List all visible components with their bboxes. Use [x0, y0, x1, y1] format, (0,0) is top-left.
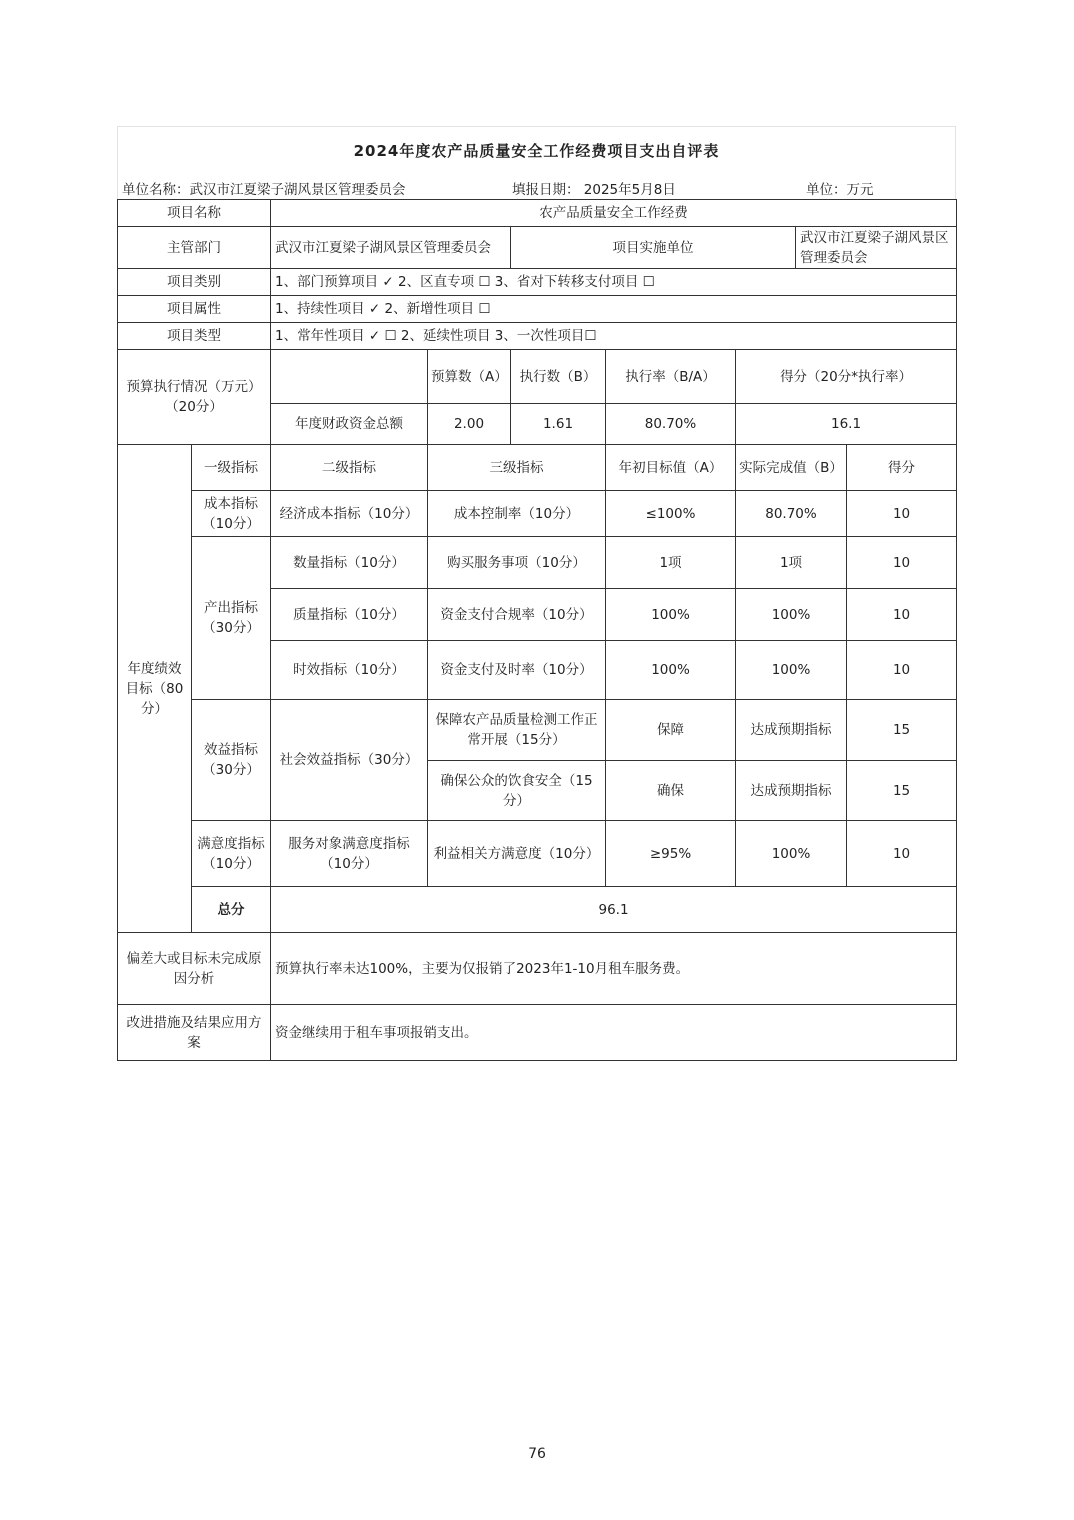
budget-row-label: 年度财政资金总额 — [271, 404, 428, 445]
budget-rate-value: 80.70% — [606, 404, 736, 445]
budget-label: 预算执行情况（万元）（20分） — [118, 350, 271, 445]
currency-unit: 单位：万元 — [806, 182, 874, 198]
budget-col-rate: 执行率（B/A） — [606, 350, 736, 404]
attribute-value: 1、持续性项目 ✓ 2、新增性项目 ☐ — [271, 296, 957, 323]
row-level3: 确保公众的饮食安全（15分） — [428, 761, 606, 821]
impl-unit-label: 项目实施单位 — [511, 227, 796, 269]
budget-blank-cell — [271, 350, 428, 404]
row-level3: 保障农产品质量检测工作正常开展（15分） — [428, 700, 606, 761]
benefit-level1: 效益指标（30分） — [192, 700, 271, 821]
row-target: ≥95% — [606, 821, 736, 887]
deviation-label: 偏差大或目标未完成原因分析 — [118, 933, 271, 1005]
budget-b-value: 1.61 — [511, 404, 606, 445]
attribute-label: 项目属性 — [118, 296, 271, 323]
budget-col-a: 预算数（A） — [428, 350, 511, 404]
project-name-value: 农产品质量安全工作经费 — [271, 200, 957, 227]
row-actual: 100% — [736, 589, 847, 641]
budget-score-value: 16.1 — [736, 404, 957, 445]
row-level3: 利益相关方满意度（10分） — [428, 821, 606, 887]
budget-col-score: 得分（20分*执行率） — [736, 350, 957, 404]
department-row — [118, 227, 957, 269]
row-target: ≤100% — [606, 491, 736, 537]
row-actual: 100% — [736, 641, 847, 700]
unit-name: 单位名称：武汉市江夏梁子湖风景区管理委员会 — [122, 182, 406, 198]
row-actual: 100% — [736, 821, 847, 887]
row-actual: 1项 — [736, 537, 847, 589]
category-row — [118, 269, 957, 296]
row-level3: 购买服务事项（10分） — [428, 537, 606, 589]
attribute-row — [118, 296, 957, 323]
table-row — [118, 700, 957, 761]
row-level3: 成本控制率（10分） — [428, 491, 606, 537]
report-date: 填报日期： 2025年5月8日 — [512, 182, 676, 198]
row-level2: 服务对象满意度指标（10分） — [271, 821, 428, 887]
page-number: 76 — [528, 1446, 546, 1462]
row-score: 10 — [847, 641, 957, 700]
row-actual: 达成预期指标 — [736, 700, 847, 761]
row-target: 100% — [606, 641, 736, 700]
department-label: 主管部门 — [118, 227, 271, 269]
total-label: 总分 — [192, 887, 271, 933]
row-target: 1项 — [606, 537, 736, 589]
benefit-level2: 社会效益指标（30分） — [271, 700, 428, 821]
row-actual: 80.70% — [736, 491, 847, 537]
table-row — [118, 821, 957, 887]
row-actual: 达成预期指标 — [736, 761, 847, 821]
row-score: 10 — [847, 589, 957, 641]
perf-header-score: 得分 — [847, 445, 957, 491]
improvement-value: 资金继续用于租车事项报销支出。 — [271, 1005, 957, 1061]
row-level3: 资金支付合规率（10分） — [428, 589, 606, 641]
improvement-row — [118, 1005, 957, 1061]
cost-level1: 成本指标（10分） — [192, 491, 271, 537]
row-score: 10 — [847, 537, 957, 589]
row-level2: 经济成本指标（10分） — [271, 491, 428, 537]
perf-header-target: 年初目标值（A） — [606, 445, 736, 491]
perf-header-level3: 三级指标 — [428, 445, 606, 491]
satisfaction-level1: 满意度指标（10分） — [192, 821, 271, 887]
form-title: 2024年度农产品质量安全工作经费项目支出自评表 — [117, 126, 956, 173]
row-level2: 质量指标（10分） — [271, 589, 428, 641]
evaluation-table — [117, 199, 957, 1061]
type-label: 项目类型 — [118, 323, 271, 350]
output-level1: 产出指标（30分） — [192, 537, 271, 700]
row-level3: 资金支付及时率（10分） — [428, 641, 606, 700]
improvement-label: 改进措施及结果应用方案 — [118, 1005, 271, 1061]
category-value: 1、部门预算项目 ✓ 2、区直专项 ☐ 3、省对下转移支付项目 ☐ — [271, 269, 957, 296]
total-row — [118, 887, 957, 933]
row-level2: 时效指标（10分） — [271, 641, 428, 700]
perf-label: 年度绩效目标（80分） — [118, 445, 192, 933]
row-target: 保障 — [606, 700, 736, 761]
row-score: 10 — [847, 491, 957, 537]
row-target: 确保 — [606, 761, 736, 821]
evaluation-sheet — [117, 126, 956, 1061]
project-name-label: 项目名称 — [118, 200, 271, 227]
perf-header-row — [118, 445, 957, 491]
table-row — [118, 537, 957, 589]
type-value: 1、常年性项目 ✓ ☐ 2、延续性项目 3、一次性项目☐ — [271, 323, 957, 350]
row-level2: 数量指标（10分） — [271, 537, 428, 589]
perf-header-level1: 一级指标 — [192, 445, 271, 491]
row-score: 15 — [847, 700, 957, 761]
category-label: 项目类别 — [118, 269, 271, 296]
row-score: 15 — [847, 761, 957, 821]
department-value: 武汉市江夏梁子湖风景区管理委员会 — [271, 227, 511, 269]
row-target: 100% — [606, 589, 736, 641]
budget-header-row — [118, 350, 957, 404]
deviation-value: 预算执行率未达100%，主要为仅报销了2023年1-10月租车服务费。 — [271, 933, 957, 1005]
budget-a-value: 2.00 — [428, 404, 511, 445]
type-row — [118, 323, 957, 350]
impl-unit-value: 武汉市江夏梁子湖风景区管理委员会 — [796, 227, 957, 269]
perf-header-level2: 二级指标 — [271, 445, 428, 491]
table-row — [118, 491, 957, 537]
project-name-row — [118, 200, 957, 227]
row-score: 10 — [847, 821, 957, 887]
budget-col-b: 执行数（B） — [511, 350, 606, 404]
perf-header-actual: 实际完成值（B） — [736, 445, 847, 491]
form-info-bar — [117, 173, 956, 199]
deviation-row — [118, 933, 957, 1005]
total-value: 96.1 — [271, 887, 957, 933]
